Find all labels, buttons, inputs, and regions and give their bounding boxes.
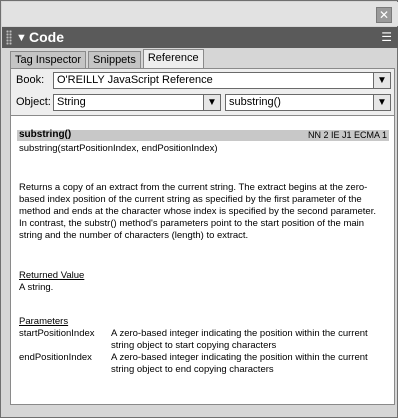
tab-reference[interactable]: Reference: [143, 49, 204, 69]
parameter-name: endPositionIndex: [19, 352, 92, 363]
chevron-down-icon[interactable]: ▼: [203, 95, 220, 110]
member-select[interactable]: [225, 94, 391, 111]
browser-compatibility: NN 2 IE J1 ECMA 1: [307, 130, 387, 140]
close-icon[interactable]: ✕: [376, 7, 392, 23]
options-menu-icon[interactable]: ☰: [381, 30, 392, 44]
object-select-value: String: [57, 96, 86, 108]
panel-title: Code: [29, 29, 64, 45]
book-select[interactable]: [53, 72, 391, 89]
chevron-down-icon[interactable]: ▼: [373, 95, 390, 110]
entry-title: substring(): [19, 129, 72, 140]
parameter-description: A zero-based integer indicating the position within the current string object to end copying characters: [111, 352, 368, 375]
tab-tag-inspector[interactable]: Tag Inspector: [10, 51, 86, 69]
panel-header[interactable]: [2, 27, 398, 48]
tab-bar: [10, 49, 206, 68]
entry-header-bar: [17, 130, 389, 141]
parameter-description: A zero-based integer indicating the position within the current string object to start copying characters: [111, 328, 368, 351]
member-select-value: substring(): [229, 96, 281, 108]
method-signature: substring(startPositionIndex, endPositionIndex): [19, 143, 218, 154]
book-select-value: O'REILLY JavaScript Reference: [57, 74, 213, 86]
returned-value-heading: Returned Value: [19, 270, 85, 281]
triangle-down-icon[interactable]: ▼: [16, 32, 27, 44]
tab-snippets[interactable]: Snippets: [88, 51, 141, 69]
parameters-heading: Parameters: [19, 316, 69, 327]
method-description: Returns a copy of an extract from the current string. The extract begins at the zero-based index position of the current string as specified by the first parameter of the method and ends at the character whose index is specified by the second parameter. In contrast, the substr() method's parameters point to the start position of the main string and the number of characters (length) to extract.: [19, 182, 376, 241]
book-label: Book:: [16, 74, 45, 86]
object-select[interactable]: [53, 94, 221, 111]
object-label: Object:: [16, 96, 51, 108]
reference-content[interactable]: [10, 115, 395, 405]
window-top-strip: [2, 2, 398, 26]
grip-icon[interactable]: [6, 30, 12, 45]
chevron-down-icon[interactable]: ▼: [373, 73, 390, 88]
reference-toolbar: [10, 68, 395, 116]
returned-value-text: A string.: [19, 282, 54, 293]
parameter-name: startPositionIndex: [19, 328, 95, 339]
